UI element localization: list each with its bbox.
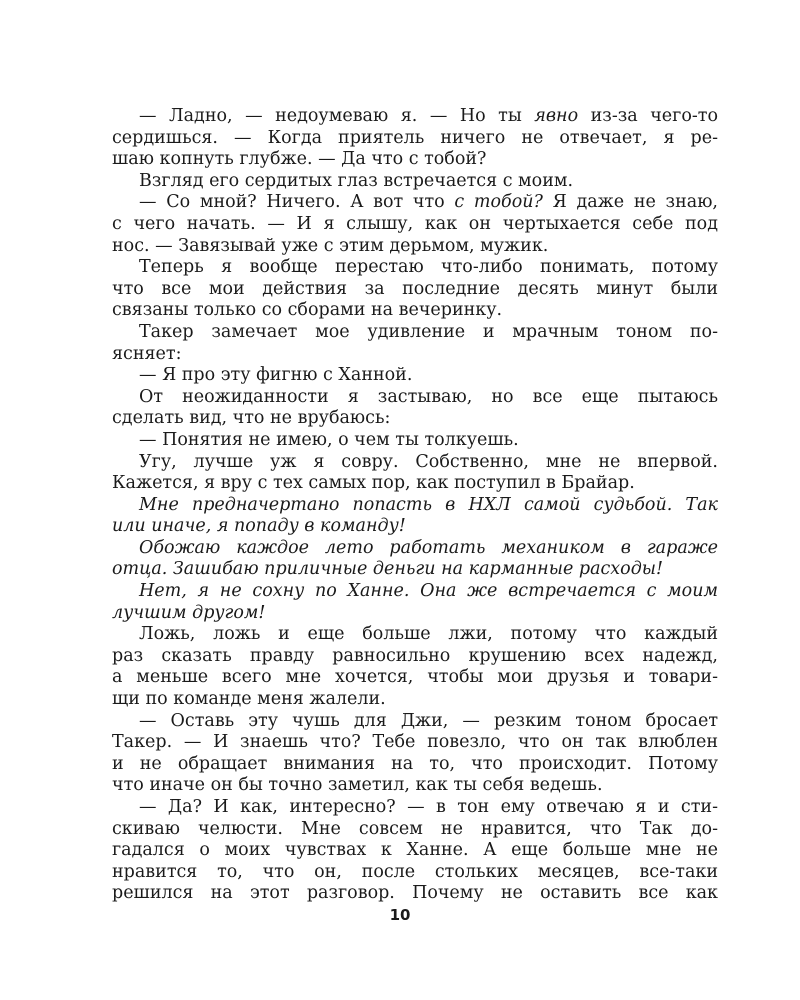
text-segment: Теперь я вообще перестаю что-либо понимать, потому (139, 257, 718, 278)
text-segment: ясняет: (112, 343, 182, 364)
italic-text-segment: лучшим другом! (112, 602, 266, 623)
text-line (112, 257, 718, 279)
text-line (112, 279, 718, 301)
text-segment: — Оставь эту чушь для Джи, — резким тоном бросает (139, 710, 718, 731)
page-number: 10 (389, 906, 411, 924)
text-line (112, 300, 718, 322)
text-line (112, 819, 718, 841)
text-segment: Ложь, ложь и еще больше лжи, потому что каждый (139, 624, 718, 645)
text-line (112, 214, 718, 236)
text-line (112, 452, 718, 474)
text-line (112, 387, 718, 409)
text-line (112, 344, 718, 366)
text-line (112, 603, 718, 625)
text-line (112, 516, 718, 538)
text-segment: решился на этот разговор. Почему не оставить все как (112, 883, 718, 904)
text-segment: — Со мной? Ничего. А вот что (139, 192, 455, 213)
text-segment: Угу, лучше уж я совру. Собственно, мне не впервой. (139, 451, 718, 472)
text-segment: нос. — Завязывай уже с этим дерьмом, мужик. (112, 235, 549, 256)
text-line (112, 538, 718, 560)
text-segment: и не обращает внимания на то, что происходит. Потому (112, 753, 718, 774)
text-line (112, 797, 718, 819)
text-line (112, 775, 718, 797)
text-segment: Такер. — И знаешь что? Тебе повезло, что он так влюблен (112, 732, 718, 753)
text-line (112, 581, 718, 603)
text-segment: — Понятия не имею, о чем ты толкуешь. (139, 429, 519, 450)
text-segment: что иначе он бы точно заметил, как ты себя ведешь. (112, 775, 603, 796)
text-segment: — Я про эту фигню с Ханной. (139, 365, 413, 386)
text-line (112, 236, 718, 258)
italic-text-segment: отца. Зашибаю приличные деньги на карманные расходы! (112, 559, 664, 580)
text-line (112, 754, 718, 776)
text-line (112, 473, 718, 495)
text-line (112, 732, 718, 754)
italic-text-segment: Мне предначертано попасть в НХЛ самой судьбой. Так (139, 494, 718, 515)
text-line (112, 149, 718, 171)
text-segment: шаю копнуть глубже. — Да что с тобой? (112, 149, 487, 170)
text-segment: связаны только со сборами на вечеринку. (112, 300, 503, 321)
text-line (112, 883, 718, 905)
text-segment: Я даже не знаю, (542, 192, 718, 213)
text-line (112, 646, 718, 668)
text-segment: гадался о моих чувствах к Ханне. А еще больше мне не (112, 840, 718, 861)
text-segment: — Ладно, — недоумеваю я. — Но ты (139, 106, 535, 126)
text-segment: что все мои действия за последние десять минут были (112, 278, 718, 299)
text-line (112, 322, 718, 344)
text-segment: из-за чего-то (578, 106, 718, 126)
text-line (112, 192, 718, 214)
text-line (112, 667, 718, 689)
text-segment: Кажется, я вру с тех самых пор, как поступил в Брайар. (112, 473, 635, 494)
text-segment: нравится то, что он, после стольких месяцев, все-таки (112, 861, 718, 882)
text-line (112, 840, 718, 862)
text-line (112, 365, 718, 387)
text-segment: Такер замечает мое удивление и мрачным тоном по- (139, 321, 718, 342)
page-body-text (112, 106, 718, 905)
text-line (112, 689, 718, 711)
italic-text-segment: с тобой? (454, 192, 543, 213)
text-segment: с чего начать. — И я слышу, как он чертыхается себе под (112, 213, 718, 234)
text-segment: скиваю челюсти. Мне совсем не нравится, что Так до- (112, 818, 718, 839)
text-segment: щи по команде меня жалели. (112, 689, 386, 710)
text-segment: — Да? И как, интересно? — в тон ему отвечаю я и сти- (139, 797, 718, 817)
italic-text-segment: явно (534, 106, 579, 126)
text-line (112, 711, 718, 733)
text-line (112, 495, 718, 517)
text-segment: а меньше всего мне хочется, чтобы мои друзья и товари- (112, 667, 718, 688)
text-segment: раз сказать правду равносильно крушению всех надежд, (112, 645, 718, 666)
text-line (112, 430, 718, 452)
text-segment: сердишься. — Когда приятель ничего не отвечает, я ре- (112, 127, 718, 148)
italic-text-segment: Нет, я не сохну по Ханне. Она же встречается с моим (139, 581, 718, 602)
text-segment: Взгляд его сердитых глаз встречается с моим. (139, 170, 574, 191)
italic-text-segment: Обожаю каждое лето работать механиком в гараже (139, 537, 718, 558)
text-line (112, 106, 718, 128)
text-line (112, 171, 718, 193)
italic-text-segment: или иначе, я попаду в команду! (112, 516, 406, 537)
text-segment: От неожиданности я застываю, но все еще пытаюсь (139, 386, 718, 407)
text-segment: сделать вид, что не врубаюсь: (112, 408, 391, 429)
text-line (112, 408, 718, 430)
text-line (112, 624, 718, 646)
text-line (112, 128, 718, 150)
text-line (112, 862, 718, 884)
text-line (112, 559, 718, 581)
